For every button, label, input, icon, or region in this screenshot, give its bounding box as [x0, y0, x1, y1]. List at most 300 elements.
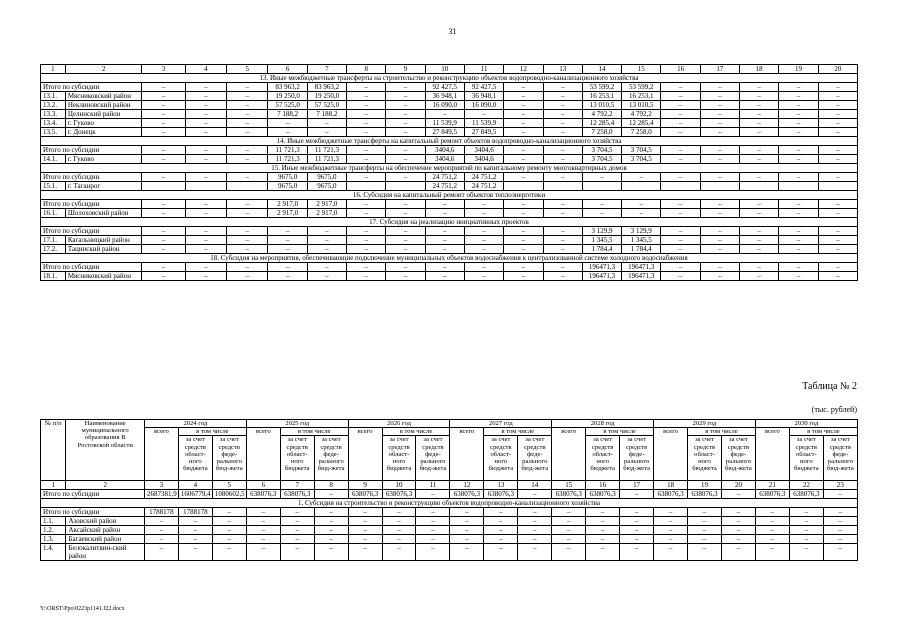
table-cell: 57 525,0	[307, 101, 346, 110]
table-cell: –	[552, 544, 586, 561]
table-cell: –	[504, 83, 543, 92]
table-cell: –	[348, 535, 382, 544]
table-row	[41, 182, 858, 191]
table-cell: 2 917,0	[307, 209, 346, 218]
table-row	[41, 508, 858, 517]
table-cell: –	[740, 263, 779, 272]
table-cell: –	[227, 227, 268, 236]
table-cell: –	[142, 209, 185, 218]
table-cell: 1 784,4	[622, 245, 661, 254]
table-cell: –	[504, 209, 543, 218]
table-cell: 16 253,1	[582, 92, 621, 101]
table-cell: –	[721, 544, 755, 561]
table-row	[41, 209, 858, 218]
table-cell: 53 599,2	[622, 83, 661, 92]
table-cell: 7 258,0	[622, 128, 661, 137]
table-cell: –	[779, 92, 818, 101]
row-number: 15.1.	[41, 182, 66, 191]
table-cell	[582, 182, 621, 191]
table-cell: –	[818, 101, 857, 110]
table-cell: –	[818, 83, 857, 92]
table-cell: 638076,3	[789, 490, 823, 499]
table-cell: –	[246, 508, 280, 517]
year-header: 2024 год	[144, 420, 246, 428]
table-cell: 3 129,9	[582, 227, 621, 236]
table-2-subheader-row	[41, 428, 858, 436]
table-cell: –	[504, 263, 543, 272]
table-cell: –	[185, 155, 226, 164]
regional-budget-header: за счет средств област-ного бюджета	[789, 436, 823, 481]
column-number: 5	[227, 65, 268, 74]
table-cell: –	[721, 535, 755, 544]
table-cell: –	[185, 146, 226, 155]
column-number: 3	[142, 65, 185, 74]
table-cell	[700, 182, 739, 191]
table-cell	[818, 182, 857, 191]
table-cell: –	[212, 508, 246, 517]
table-cell: –	[386, 146, 425, 155]
table-cell: –	[347, 92, 386, 101]
column-number: 9	[386, 65, 425, 74]
regional-budget-header: за счет средств област-ного бюджета	[382, 436, 416, 481]
table-cell: 7 188,2	[268, 110, 307, 119]
table-cell: –	[823, 535, 857, 544]
section-title-row	[41, 499, 858, 508]
column-number: 2	[66, 481, 145, 490]
regional-budget-header: за счет средств област-ного бюджета	[586, 436, 620, 481]
table-cell: –	[450, 526, 484, 535]
table-cell: –	[700, 209, 739, 218]
row-number: 1.3.	[41, 535, 66, 544]
table-cell: –	[818, 263, 857, 272]
table-cell: –	[582, 209, 621, 218]
column-number: 8	[314, 481, 348, 490]
table-cell	[347, 182, 386, 191]
table-cell: 36 948,1	[464, 92, 503, 101]
table-cell: –	[185, 200, 226, 209]
table-cell: 27 849,5	[464, 128, 503, 137]
table-cell: –	[543, 101, 582, 110]
table-cell: –	[347, 83, 386, 92]
table-cell: –	[823, 544, 857, 561]
table-cell: 9675,0	[307, 173, 346, 182]
table-cell: 2687381,9	[144, 490, 178, 499]
table-cell: 2 917,0	[268, 209, 307, 218]
table-cell: –	[144, 544, 178, 561]
table-cell: –	[227, 209, 268, 218]
table-cell: –	[185, 173, 226, 182]
row-label: г. Гуково	[65, 119, 142, 128]
table-cell: –	[818, 200, 857, 209]
column-number: 1	[41, 65, 66, 74]
table-cell: –	[142, 92, 185, 101]
table-cell: –	[818, 155, 857, 164]
table-cell: –	[416, 526, 450, 535]
table-cell: –	[347, 209, 386, 218]
table-cell: –	[504, 236, 543, 245]
table-cell: –	[450, 508, 484, 517]
table-cell: –	[185, 110, 226, 119]
table-cell: 196471,3	[582, 272, 621, 281]
table-cell: –	[789, 526, 823, 535]
table-cell: –	[504, 110, 543, 119]
table-cell: –	[307, 227, 346, 236]
row-label: Аксайский район	[66, 526, 145, 535]
table-cell: –	[654, 526, 688, 535]
table-cell: –	[347, 155, 386, 164]
table-cell: 4 792,2	[622, 110, 661, 119]
table-cell: –	[246, 544, 280, 561]
table-cell: –	[543, 83, 582, 92]
table-cell: –	[661, 263, 700, 272]
table-cell: –	[348, 526, 382, 535]
table-cell: –	[552, 508, 586, 517]
table-cell: –	[425, 200, 464, 209]
section-title: 18. Субсидия на мероприятия, обеспечивающие подключение муниципальных объектов водоснабжения к централизованной системе холодного водоснабжения	[41, 254, 858, 263]
table-cell: –	[586, 535, 620, 544]
table-cell: –	[700, 128, 739, 137]
table-cell: –	[700, 110, 739, 119]
column-number: 16	[661, 65, 700, 74]
row-number: 1.2.	[41, 526, 66, 535]
federal-budget-header: за счет средств феде-рального бюд-жета	[416, 436, 450, 481]
table-cell: –	[543, 209, 582, 218]
table-cell: 3 704,5	[622, 146, 661, 155]
section-title: 15. Иные межбюджетные трансферты на обеспечение мероприятий по капитальному ремонту многоквартирных домов	[41, 164, 858, 173]
table-cell: –	[185, 272, 226, 281]
table-cell: –	[314, 544, 348, 561]
table-cell: –	[280, 544, 314, 561]
table-cell: 3404,6	[464, 146, 503, 155]
table-row	[41, 173, 858, 182]
column-number: 1	[41, 481, 66, 490]
total-header: всего	[755, 428, 789, 481]
column-number: 5	[212, 481, 246, 490]
year-header: 2030 год	[755, 420, 857, 428]
table-cell: –	[268, 245, 307, 254]
table-cell: –	[543, 110, 582, 119]
table-cell: –	[347, 227, 386, 236]
table-cell: –	[740, 119, 779, 128]
table-cell: 13 010,5	[622, 101, 661, 110]
table-cell: –	[789, 517, 823, 526]
table-cell: –	[348, 508, 382, 517]
section-title-row	[41, 191, 858, 200]
table-cell: –	[347, 245, 386, 254]
table-cell	[661, 182, 700, 191]
table-cell: –	[543, 272, 582, 281]
table-cell: –	[382, 526, 416, 535]
table-cell: –	[620, 526, 654, 535]
table-cell: –	[586, 526, 620, 535]
table-cell: 638076,3	[586, 490, 620, 499]
table-cell: –	[779, 83, 818, 92]
table-cell: –	[755, 535, 789, 544]
table-cell: 12 285,4	[622, 119, 661, 128]
table-cell: –	[654, 517, 688, 526]
row-number: 13.4.	[41, 119, 66, 128]
table-cell: –	[818, 92, 857, 101]
table-cell: –	[416, 517, 450, 526]
federal-budget-header: за счет средств феде-рального бюд-жета	[823, 436, 857, 481]
table-row	[41, 146, 858, 155]
table-cell: –	[622, 173, 661, 182]
table-cell: –	[779, 245, 818, 254]
table-row	[41, 245, 858, 254]
table-cell: 638076,3	[348, 490, 382, 499]
table-cell: –	[246, 517, 280, 526]
table-cell: –	[779, 146, 818, 155]
table-cell: –	[314, 508, 348, 517]
table-cell: –	[185, 236, 226, 245]
table-cell: –	[721, 490, 755, 499]
table-cell: –	[700, 227, 739, 236]
total-header: всего	[654, 428, 688, 481]
section-title-row	[41, 137, 858, 146]
column-number: 20	[721, 481, 755, 490]
table-cell: –	[818, 227, 857, 236]
table-cell: 24 751,2	[425, 173, 464, 182]
table-cell: –	[347, 110, 386, 119]
table-cell: –	[314, 535, 348, 544]
column-number: 23	[823, 481, 857, 490]
table-cell: –	[227, 263, 268, 272]
table-cell: –	[212, 535, 246, 544]
table-cell: –	[425, 227, 464, 236]
table-cell: –	[818, 128, 857, 137]
including-header: в том числе	[178, 428, 246, 436]
table-cell: –	[700, 200, 739, 209]
table-cell: –	[386, 245, 425, 254]
table-cell: –	[740, 236, 779, 245]
table-cell: –	[518, 544, 552, 561]
table-cell: –	[185, 245, 226, 254]
table-cell: –	[142, 110, 185, 119]
table-cell	[504, 182, 543, 191]
including-header: в том числе	[382, 428, 450, 436]
table-cell: –	[142, 83, 185, 92]
table-cell: 11 539,9	[464, 119, 503, 128]
year-header: 2028 год	[552, 420, 654, 428]
table-cell: 16 253,1	[622, 92, 661, 101]
row-label: Азовский район	[66, 517, 145, 526]
table-cell: 19 250,0	[268, 92, 307, 101]
table-2-title: Таблица № 2	[802, 381, 857, 392]
table-cell: –	[552, 526, 586, 535]
table-cell: –	[688, 544, 722, 561]
table-cell: –	[280, 508, 314, 517]
table-cell: –	[227, 155, 268, 164]
table-cell: –	[142, 128, 185, 137]
row-label: Белокалитвин-ский район	[66, 544, 145, 561]
column-number: 6	[268, 65, 307, 74]
table-cell: –	[386, 110, 425, 119]
table-cell: 53 599,2	[582, 83, 621, 92]
including-header: в том числе	[586, 428, 654, 436]
table-cell: 638076,3	[654, 490, 688, 499]
table-cell: –	[740, 83, 779, 92]
row-label: Итого по субсидии	[41, 508, 145, 517]
table-cell: –	[142, 272, 185, 281]
table-cell: 92 427,5	[425, 83, 464, 92]
table-cell: –	[185, 92, 226, 101]
table-cell: –	[740, 128, 779, 137]
table-cell: –	[347, 128, 386, 137]
table-cell: –	[185, 263, 226, 272]
including-header: в том числе	[484, 428, 552, 436]
table-cell: –	[348, 544, 382, 561]
table-cell: –	[504, 272, 543, 281]
federal-budget-header: за счет средств феде-рального бюд-жета	[314, 436, 348, 481]
table-cell: 638076,3	[382, 490, 416, 499]
table-cell: 11 721,3	[268, 146, 307, 155]
table-cell: –	[661, 110, 700, 119]
regional-budget-header: за счет средств област-ного бюджета	[178, 436, 212, 481]
regional-budget-header: за счет средств област-ного бюджета	[688, 436, 722, 481]
table-cell: –	[661, 128, 700, 137]
column-number: 11	[464, 65, 503, 74]
table-cell: 638076,3	[484, 490, 518, 499]
row-number: 13.1.	[41, 92, 66, 101]
table-cell: –	[661, 119, 700, 128]
including-header: в том числе	[688, 428, 756, 436]
table-cell: –	[700, 236, 739, 245]
table-cell: –	[178, 526, 212, 535]
table-cell: –	[779, 155, 818, 164]
table-cell: –	[586, 544, 620, 561]
table-cell: –	[464, 272, 503, 281]
table-row	[41, 92, 858, 101]
table-cell: –	[823, 526, 857, 535]
table-cell: –	[386, 101, 425, 110]
table-cell: –	[700, 101, 739, 110]
table-cell: –	[700, 92, 739, 101]
table-cell: 9675,0	[307, 182, 346, 191]
table-cell: –	[142, 101, 185, 110]
row-number: 14.1.	[41, 155, 66, 164]
column-number: 19	[688, 481, 722, 490]
table-cell: –	[347, 119, 386, 128]
table-cell: –	[307, 272, 346, 281]
table-cell: –	[700, 119, 739, 128]
table-cell: –	[142, 263, 185, 272]
table-cell: –	[347, 263, 386, 272]
table-cell: –	[307, 128, 346, 137]
column-number: 15	[552, 481, 586, 490]
table-cell: –	[518, 490, 552, 499]
table-cell: 11 721,3	[268, 155, 307, 164]
table-cell: –	[450, 544, 484, 561]
table-cell: –	[504, 227, 543, 236]
total-row	[41, 490, 858, 499]
column-number: 19	[779, 65, 818, 74]
table-cell: 36 948,1	[425, 92, 464, 101]
column-number: 9	[348, 481, 382, 490]
table-cell: –	[518, 508, 552, 517]
table-cell: –	[425, 272, 464, 281]
table-cell: –	[504, 245, 543, 254]
table-cell: –	[582, 173, 621, 182]
column-number: 10	[382, 481, 416, 490]
table-cell: –	[543, 128, 582, 137]
federal-budget-header: за счет средств феде-рального бюд-жета	[620, 436, 654, 481]
table-cell: –	[654, 508, 688, 517]
table-cell: –	[185, 128, 226, 137]
table-cell: –	[654, 544, 688, 561]
table-cell: –	[700, 263, 739, 272]
row-label: Итого по субсидии	[41, 263, 142, 272]
table-cell: –	[740, 92, 779, 101]
table-cell: –	[740, 209, 779, 218]
table-cell: 3 704,5	[622, 155, 661, 164]
table-cell: –	[314, 517, 348, 526]
table-cell: 57 525,0	[268, 101, 307, 110]
table-cell: –	[386, 83, 425, 92]
table-cell: –	[755, 544, 789, 561]
table-cell: 11 539,9	[425, 119, 464, 128]
table-cell: 7 188,2	[307, 110, 346, 119]
table-cell: –	[654, 535, 688, 544]
table-cell: 13 010,5	[582, 101, 621, 110]
table-cell: –	[779, 110, 818, 119]
table-cell: –	[755, 517, 789, 526]
table-cell: –	[789, 508, 823, 517]
table-1	[40, 64, 858, 281]
table-cell: –	[386, 236, 425, 245]
table-cell: –	[582, 200, 621, 209]
table-cell: –	[700, 245, 739, 254]
table-cell: –	[543, 119, 582, 128]
column-number: 13	[543, 65, 582, 74]
year-header: 2025 год	[246, 420, 348, 428]
table-cell: –	[721, 517, 755, 526]
table-cell: –	[227, 272, 268, 281]
table-cell: –	[185, 227, 226, 236]
table-cell: –	[661, 83, 700, 92]
table-cell: –	[661, 209, 700, 218]
table-cell: –	[504, 92, 543, 101]
table-cell: 11 721,3	[307, 155, 346, 164]
section-title-row	[41, 218, 858, 227]
table-row	[41, 200, 858, 209]
table-cell: –	[142, 236, 185, 245]
table-cell: –	[661, 236, 700, 245]
table-cell: –	[307, 245, 346, 254]
table-cell: –	[307, 263, 346, 272]
table-cell: –	[386, 155, 425, 164]
table-cell: 83 963,2	[268, 83, 307, 92]
table-cell: –	[464, 227, 503, 236]
table-cell: –	[779, 119, 818, 128]
table-cell: –	[185, 209, 226, 218]
table-cell: –	[740, 272, 779, 281]
table-cell: 3 704,5	[582, 155, 621, 164]
table-cell: –	[382, 544, 416, 561]
table-cell: –	[543, 173, 582, 182]
table-cell: 24 751,2	[425, 182, 464, 191]
table-cell: –	[144, 517, 178, 526]
table-cell: –	[740, 155, 779, 164]
table-row	[41, 517, 858, 526]
table-row	[41, 119, 858, 128]
column-number: 6	[246, 481, 280, 490]
federal-budget-header: за счет средств феде-рального бюд-жета	[212, 436, 246, 481]
table-cell: –	[661, 272, 700, 281]
table-cell: 1 784,4	[582, 245, 621, 254]
row-label: г. Гуково	[65, 155, 142, 164]
table-cell: –	[268, 272, 307, 281]
section-title-row	[41, 74, 858, 83]
